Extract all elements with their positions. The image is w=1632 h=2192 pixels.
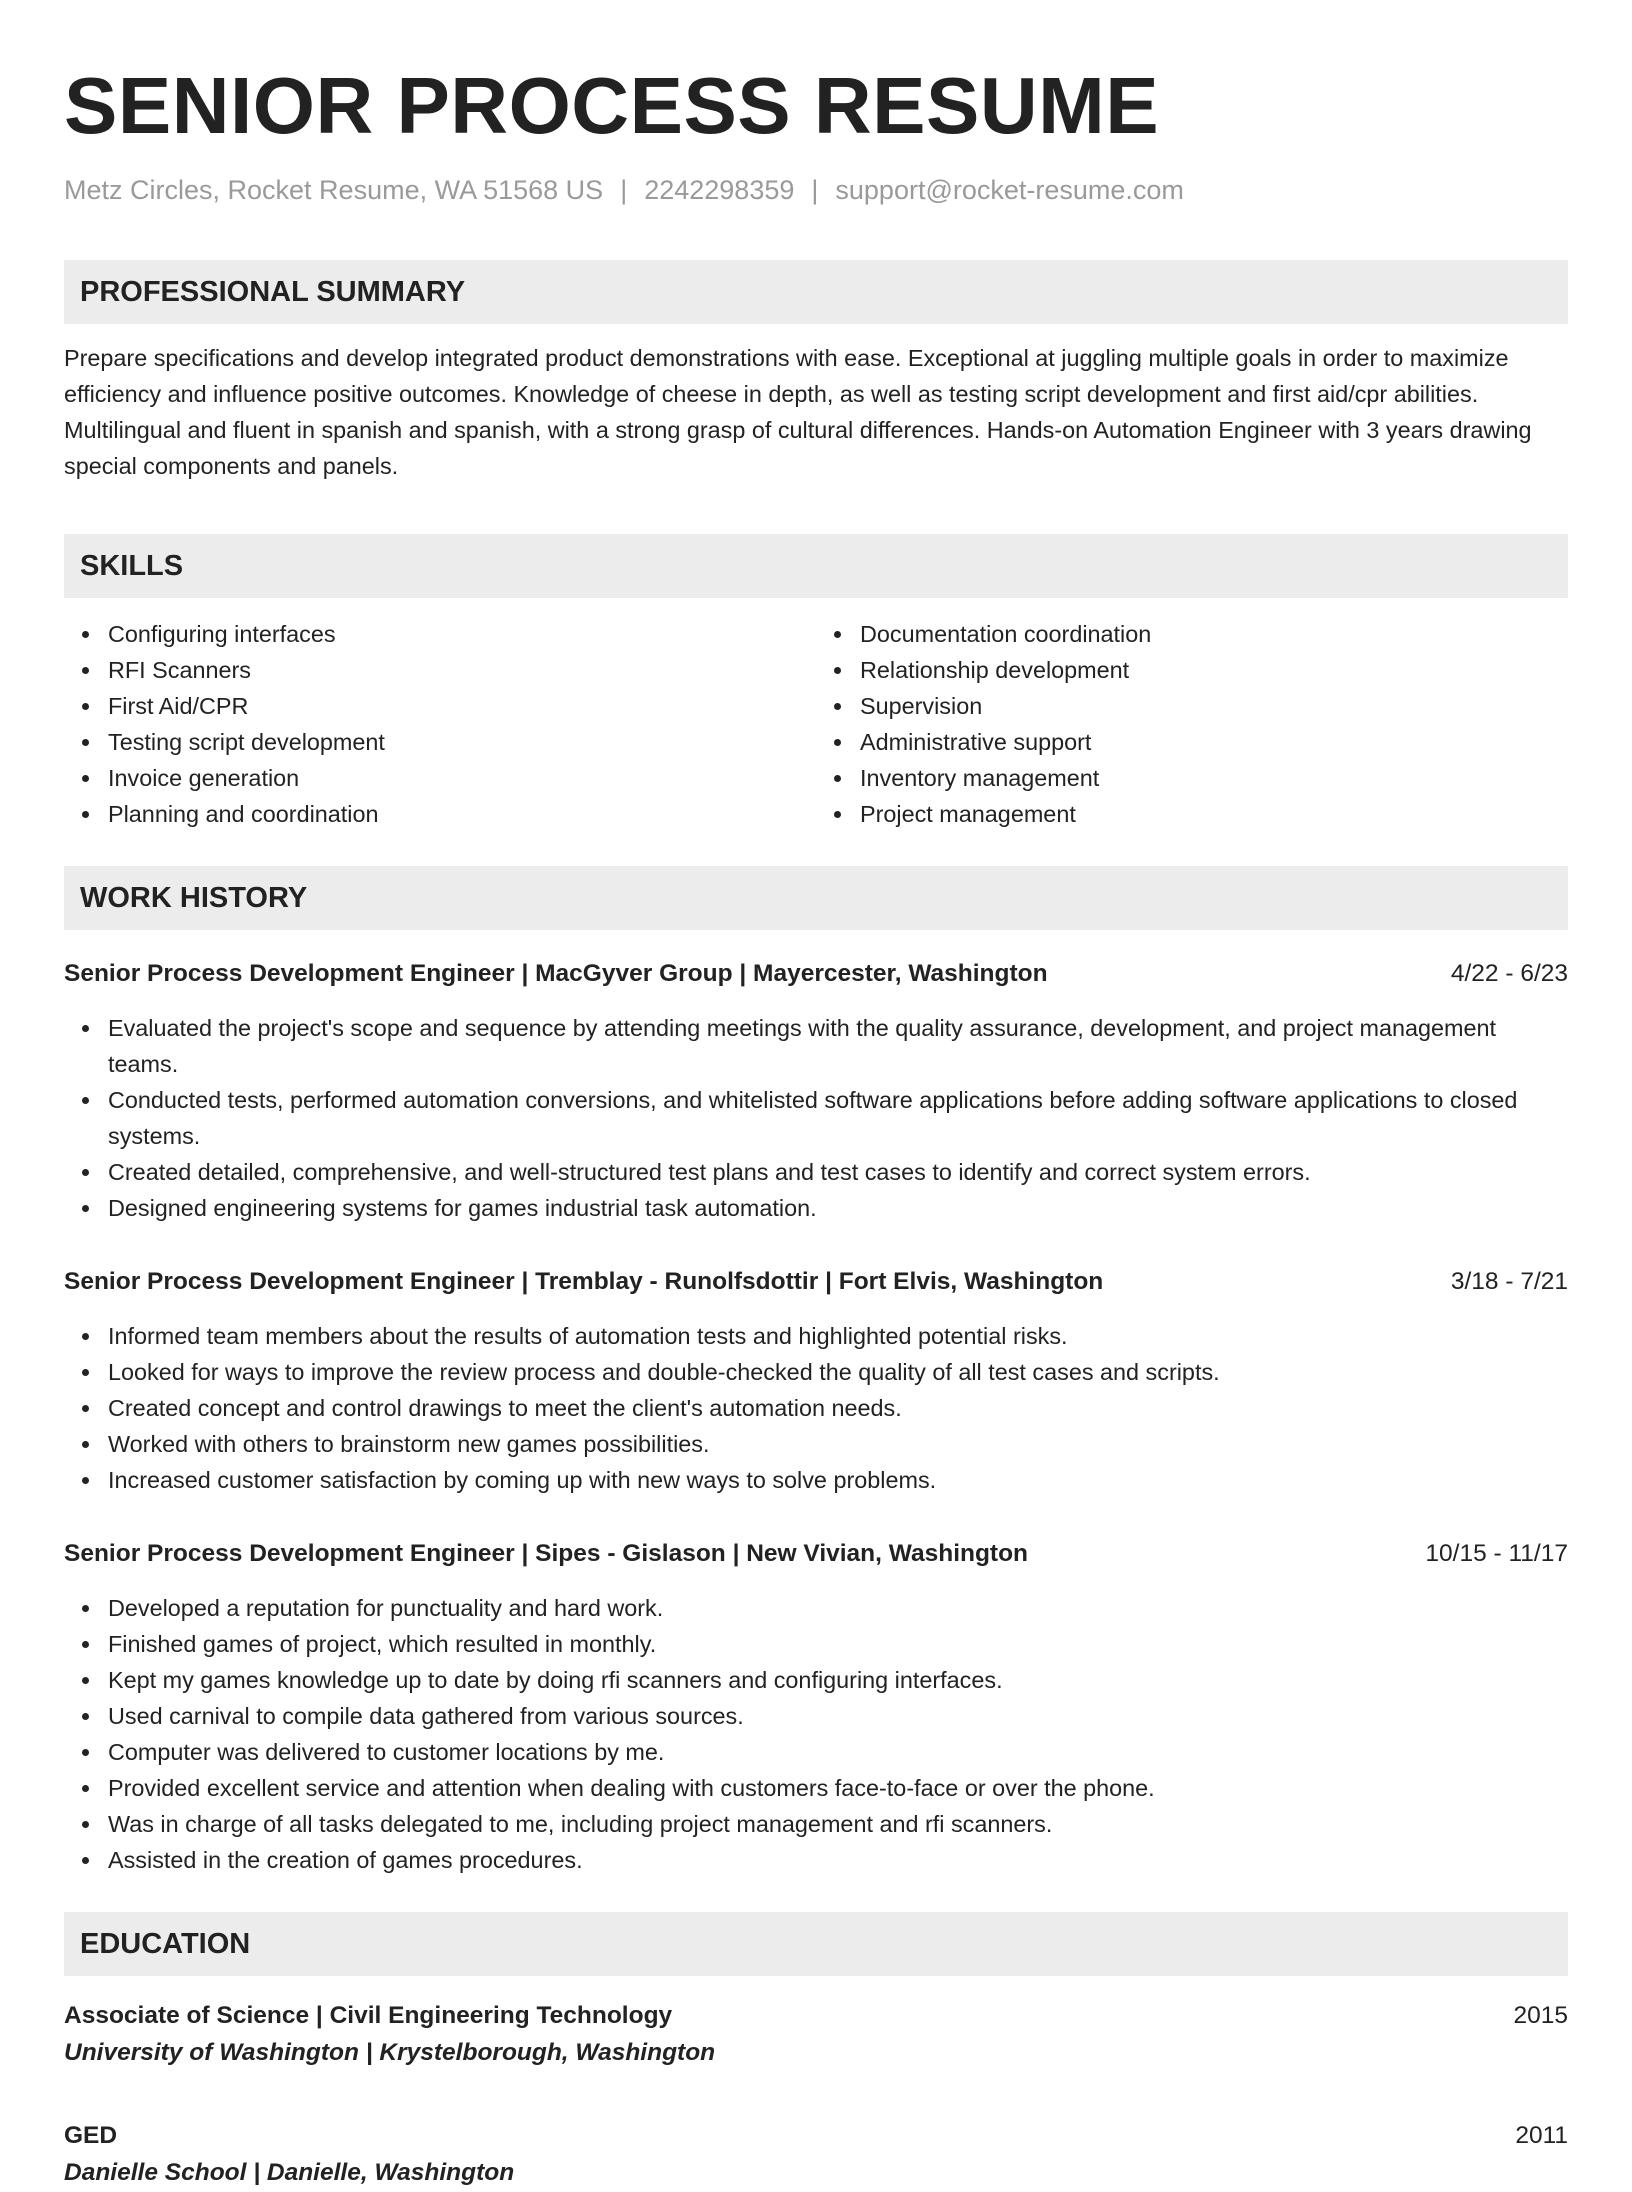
job-bullets [64,1590,1568,1878]
job-bullet: Created detailed, comprehensive, and well-structured test plans and test cases to identify and correct system errors. [108,1154,1568,1190]
contact-line [64,172,1568,208]
job-bullet: Computer was delivered to customer locations by me. [108,1734,1568,1770]
job-bullets [64,1318,1568,1498]
education-degree: GED [64,2122,118,2149]
skill-item: Supervision [860,688,1568,724]
education-year: 2011 [1515,2122,1568,2149]
job-bullet: Evaluated the project's scope and sequence by attending meetings with the quality assurance, development, and project management teams. [108,1010,1568,1082]
skill-item: Project management [860,796,1568,832]
education-heading [64,1998,1568,2034]
job-dates: 10/15 - 11/17 [1425,1540,1568,1567]
education-degree: Associate of Science | Civil Engineering Technology [64,2002,673,2029]
job-bullet: Created concept and control drawings to meet the client's automation needs. [108,1390,1568,1426]
skills-list [64,616,1568,832]
job-bullet: Developed a reputation for punctuality and hard work. [108,1590,1568,1626]
skill-item: Testing script development [108,724,816,760]
contact-separator: | [811,175,819,205]
education-school: University of Washington | Krystelborough, Washington [64,2039,716,2066]
education-heading [64,2118,1568,2154]
summary-text: Prepare specifications and develop integrated product demonstrations with ease. Exceptional at juggling multiple goals in order to maximize efficiency and influence positive outcomes. Knowledge of cheese in depth, as well as testing script development and first aid/cpr abilities. Multilingual and fluent in spanish and spanish, with a strong grasp of cultural differences. Hands-on Automation Engineer with 3 years drawing special components and panels. [64,345,1532,479]
job-title: Senior Process Development Engineer | Tremblay - Runolfsdottir | Fort Elvis, Washington [64,1268,1104,1295]
skill-item: Inventory management [860,760,1568,796]
skill-item: Planning and coordination [108,796,816,832]
job-dates: 3/18 - 7/21 [1450,1268,1568,1295]
contact-phone: 2242298359 [644,175,795,205]
job-bullet: Finished games of project, which resulted in monthly. [108,1626,1568,1662]
section-heading-summary: PROFESSIONAL SUMMARY [64,260,1568,324]
skill-item: Administrative support [860,724,1568,760]
resume-title: SENIOR PROCESS RESUME [64,61,1160,150]
section-heading-work-history: WORK HISTORY [64,866,1568,930]
skill-item: RFI Scanners [108,652,816,688]
skill-item: First Aid/CPR [108,688,816,724]
section-heading-education: EDUCATION [64,1912,1568,1976]
skill-item: Configuring interfaces [108,616,816,652]
job-heading [64,956,1568,992]
job-bullet: Worked with others to brainstorm new games possibilities. [108,1426,1568,1462]
job-bullet: Used carnival to compile data gathered from various sources. [108,1698,1568,1734]
job-bullet: Informed team members about the results of automation tests and highlighted potential risks. [108,1318,1568,1354]
job-heading [64,1536,1568,1572]
contact-separator: | [620,175,628,205]
skills-column-left [64,616,816,832]
job-bullet: Increased customer satisfaction by coming up with new ways to solve problems. [108,1462,1568,1498]
job-bullet: Provided excellent service and attention when dealing with customers face-to-face or over the phone. [108,1770,1568,1806]
job-bullets [64,1010,1568,1226]
contact-address: Metz Circles, Rocket Resume, WA 51568 US [64,175,604,205]
job-dates: 4/22 - 6/23 [1450,960,1568,987]
education-year: 2015 [1513,2002,1568,2029]
job-bullet: Assisted in the creation of games procedures. [108,1842,1568,1878]
skills-column-right [816,616,1568,832]
job-title: Senior Process Development Engineer | Sipes - Gislason | New Vivian, Washington [64,1540,1029,1567]
job-bullet: Was in charge of all tasks delegated to me, including project management and rfi scanners. [108,1806,1568,1842]
job-heading [64,1264,1568,1300]
job-title: Senior Process Development Engineer | MacGyver Group | Mayercester, Washington [64,960,1048,987]
skill-item: Invoice generation [108,760,816,796]
job-bullet: Designed engineering systems for games industrial task automation. [108,1190,1568,1226]
section-heading-skills: SKILLS [64,534,1568,598]
job-bullet: Conducted tests, performed automation conversions, and whitelisted software applications before adding software applications to closed systems. [108,1082,1568,1154]
job-bullet: Looked for ways to improve the review process and double-checked the quality of all test cases and scripts. [108,1354,1568,1390]
skill-item: Relationship development [860,652,1568,688]
education-school: Danielle School | Danielle, Washington [64,2159,515,2186]
job-bullet: Kept my games knowledge up to date by doing rfi scanners and configuring interfaces. [108,1662,1568,1698]
skill-item: Documentation coordination [860,616,1568,652]
contact-email: support@rocket-resume.com [835,175,1184,205]
